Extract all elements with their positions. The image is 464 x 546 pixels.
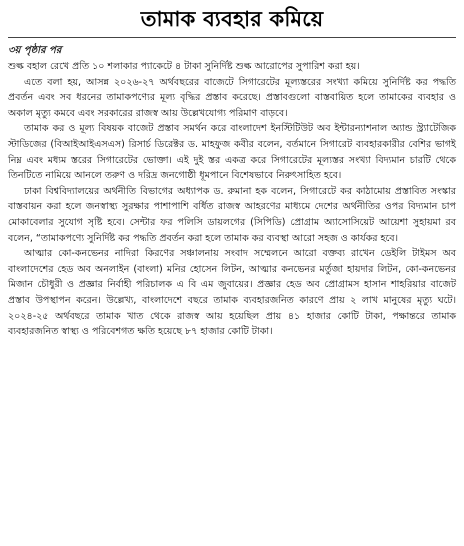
article-paragraph: আত্মার কো-কনভেনর নাদিরা কিরণের সঞ্চালনায় সংবাদ সম্মেলনে আরো বক্তব্য রাখেন ডেইলি টাইমস অব বাংলাদেশের হেড অব অনলাইন (বাংলা) মনির হোসেন লিটন, আত্মার কনভেনর মর্তুজা হায়দার লিটন, কো-কনভেনর মিজান চৌধুরী ও প্রজ্ঞার নির্বাহী পরিচালক এ বি এম জুবায়ের। প্রজ্ঞার হেড অব প্রোগ্রামস হাসান শাহরিয়ার বাজেট প্রস্তাব উপস্থাপন করেন। উল্লেখ্য, বাংলাদেশে বছরে তামাক ব্যবহারজনিত কারণে প্রায় ২ লাখ মানুষের মৃত্যু ঘটে। ২০২৪-২৫ অর্থবছরে তামাক খাত থেকে রাজস্ব আয় হয়েছিল প্রায় ৪১ হাজার কোটি টাকা, পক্ষান্তরে তামাক ব্যবহারজনিত স্বাস্থ্য ও পরিবেশগত ক্ষতি হয়েছে ৮৭ হাজার কোটি টাকা।	[8, 248, 456, 338]
headline-divider	[8, 37, 456, 38]
article-paragraph: শুল্ক বহাল রেখে প্রতি ১০ শলাকার প্যাকেটে ৪ টাকা সুনির্দিষ্ট শুল্ক আরোপের সুপারিশ করা হয়।	[8, 61, 360, 72]
article-paragraph: তামাক কর ও মূল্য বিষয়ক বাজেট প্রস্তাব সমর্থন করে বাংলাদেশ ইনস্টিটিউট অব ইন্টারন্যাশনাল অ্যান্ড স্ট্র্যাটেজিক স্টাডিজের (বিআইআইএসএস) রিসার্চ ডিরেক্টর ড. মাহফুজ কবীর বলেন, বর্তমানে সিগারেট ব্যবহারকারীর বেশির ভাগই নিম্ন এবং মধ্যম স্তরের সিগারেটের ভোক্তা। এই দুই স্তর একত্র করে সিগারেটের মূল্যস্তর সংখ্যা বিদ্যমান চারটি থেকে তিনটিতে নামিয়ে আনলে তরুণ ও দরিদ্র জনগোষ্ঠী ধূমপানে বিশেষভাবে নিরুৎসাহিত হবে।	[8, 123, 456, 182]
article-headline: তামাক ব্যবহার কমিয়ে	[140, 7, 324, 31]
continued-from-label: ৩য় পৃষ্ঠার পর	[8, 45, 62, 56]
article-body	[8, 59, 456, 340]
article-paragraph: ঢাকা বিশ্ববিদ্যালয়ের অর্থনীতি বিভাগের অধ্যাপক ড. রুমানা হক বলেন, সিগারেটে কর কাঠামোয় প্রস্তাবিত সংস্কার বাস্তবায়ন করা হলে জনস্বাস্থ্য সুরক্ষার পাশাপাশি বর্ধিত রাজস্ব আহরণের মাধ্যমে দেশের অর্থনীতির ওপর বিদ্যমান চাপ মোকাবেলার সুযোগ সৃষ্টি হবে। সেন্টার ফর পলিসি ডায়লগের (সিপিডি) প্রোগ্রাম অ্যাসোসিয়েট আয়েশা সুহায়মা রব বলেন, “তামাকপণ্যে সুনির্দিষ্ট কর পদ্ধতি প্রবর্তন করা হলে তামাক কর ব্যবস্থা আরো সহজ ও কার্যকর হবে।	[8, 185, 456, 244]
article-paragraph: এতে বলা হয়, আসন্ন ২০২৬-২৭ অর্থবছরের বাজেটে সিগারেটের মূল্যস্তরের সংখ্যা কমিয়ে সুনির্দিষ্ট কর পদ্ধতি প্রবর্তন এবং সব ধরনের তামাকপণ্যের মূল্য বৃদ্ধির প্রস্তাব করেছে। প্রস্তাবগুলো বাস্তবায়িত হলে তামাকের ব্যবহার ও অকাল মৃত্যু কমবে এবং সরকারের রাজস্ব আয় উল্লেখযোগ্য পরিমাণ বাড়বে।	[8, 76, 456, 119]
